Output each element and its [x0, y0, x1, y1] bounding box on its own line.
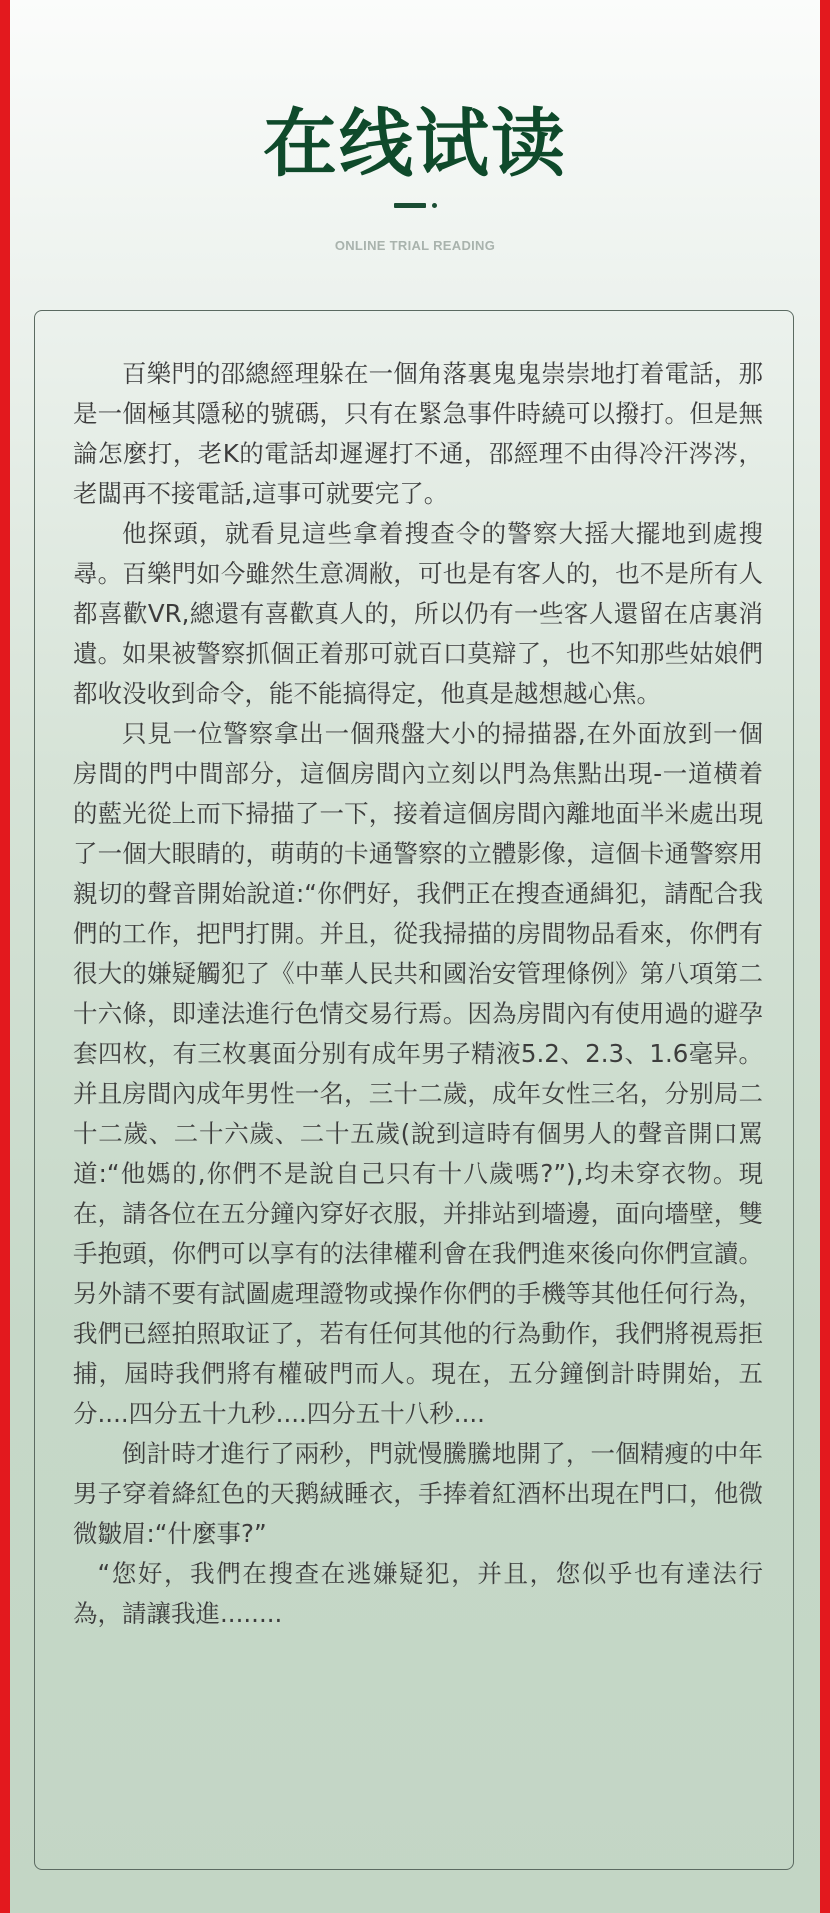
divider-dot [432, 203, 437, 208]
page-title: 在线试读 [263, 101, 567, 187]
paragraph-3: 只見一位警察拿出一個飛盤大小的掃描器,在外面放到一個房間的門中間部分，這個房間內立刻以門為焦點出現-一道横着的藍光從上而下掃描了一下，接着這個房間內離地面半米處出現了一個大眼睛的，萌萌的卡通警察的立體影像，這個卡通警察用親切的聲音開始說道:“你們好，我們正在搜查通緝犯，請配合我們的工作，把門打開。并且，從我掃描的房間物品看來，你們有很大的嫌疑觸犯了《中華人民共和國治安管理條例》第八項第二十六條，即達法進行色情交易行焉。因為房間內有使用過的避孕套四枚，有三枚裏面分别有成年男子精液5.2、2.3、1.6毫异。并且房間內成年男性一名，三十二歲，成年女性三名，分别局二十二歲、二十六歲、二十五歲(說到這時有個男人的聲音開口罵道:“他媽的,你們不是說自己只有十八歲嗎?”),均未穿衣物。現在，請各位在五分鐘內穿好衣服，并排站到墻邊，面向墻壁，雙手抱頭，你們可以享有的法律權利會在我們進來後向你們宣讀。另外請不要有試圖處理證物或操作你們的手機等其他任何行為，我們已經拍照取证了，若有任何其他的行為動作，我們將視焉拒捕，屆時我們將有權破門而人。現在，五分鐘倒計時開始，五分....四分五十九秒....四分五十八秒.... [73, 719, 763, 1428]
page-subtitle: ONLINE TRIAL READING [334, 238, 496, 253]
title-divider-decoration [394, 203, 434, 209]
right-red-border [820, 0, 830, 1913]
paragraph-5: “您好，我們在搜查在逃嫌疑犯，并且，您似乎也有達法行為，請讓我進........ [73, 1559, 763, 1628]
divider-bar [394, 203, 426, 208]
reading-content [73, 354, 763, 1634]
left-red-border [0, 0, 10, 1913]
paragraph-4: 倒計時才進行了兩秒，門就慢騰騰地開了，一個精瘦的中年男子穿着絳紅色的天鹅絨睡衣，手捧着紅酒杯出現在門口，他微微皺眉:“什麼事?” [73, 1439, 763, 1548]
paragraph-2: 他探頭，就看見這些拿着搜查令的警察大摇大擺地到處搜尋。百樂門如今雖然生意凋敝，可也是有客人的，也不是所有人都喜歡VR,總還有喜歡真人的，所以仍有一些客人還留在店裏消遺。如果被警察抓個正着那可就百口莫辯了，也不知那些姑娘們都收没收到命令，能不能搞得定，他真是越想越心焦。 [73, 519, 763, 708]
paragraph-1: 百樂門的邵總經理躲在一個角落裏鬼鬼崇崇地打着電話，那是一個極其隱秘的號碼，只有在緊急事件時繞可以撥打。但是無論怎麼打，老K的電話却遲遲打不通，邵經理不由得冷汗涔涔，老闆再不接電話,這事可就要完了。 [73, 359, 763, 508]
